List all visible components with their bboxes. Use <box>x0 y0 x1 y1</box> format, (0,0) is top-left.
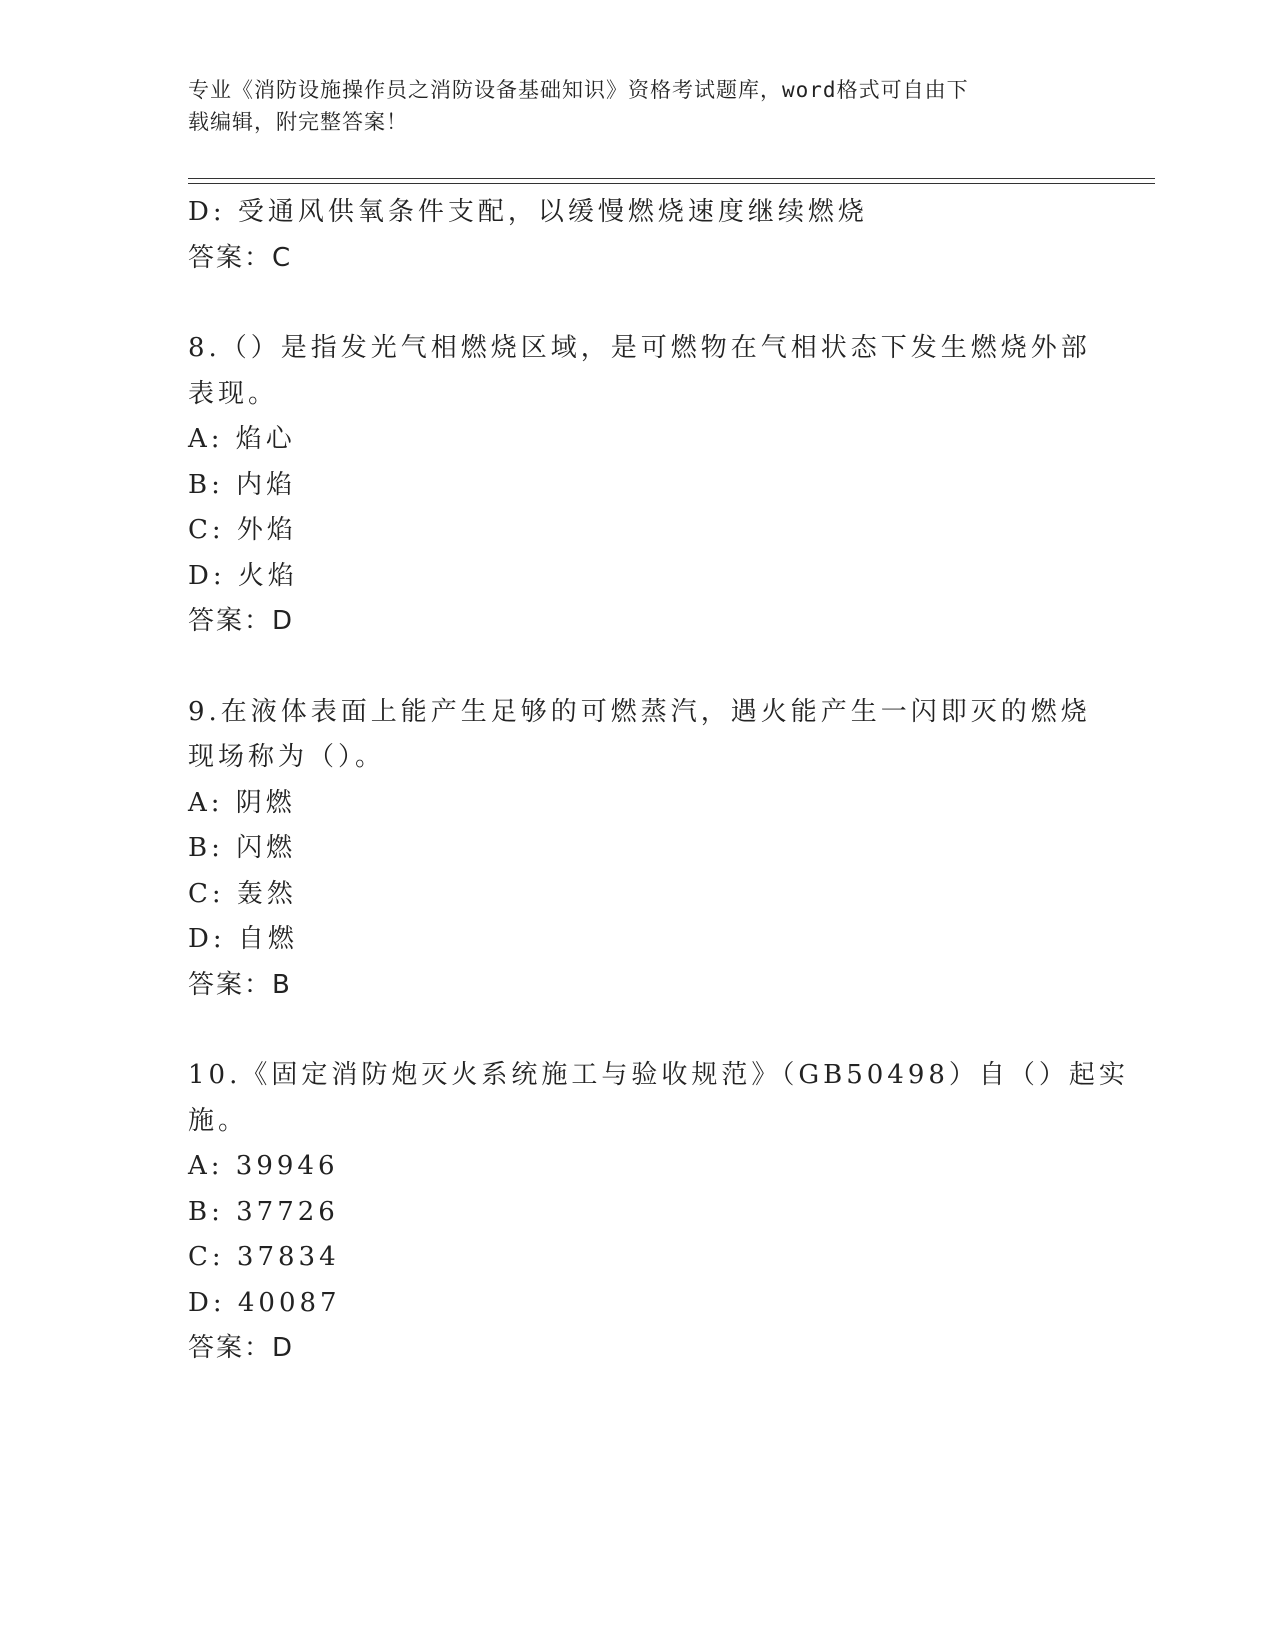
option-c: C: 轰然 <box>188 878 297 909</box>
question-stem-line-1: 8.（）是指发光气相燃烧区域，是可燃物在气相状态下发生燃烧外部 <box>188 333 1091 363</box>
option-b: B: 闪燃 <box>188 833 297 863</box>
question-stem-line-2: 施。 <box>188 1105 249 1136</box>
spacer <box>188 281 1088 326</box>
option-d: D: 受通风供氧条件支配，以缓慢燃烧速度继续燃烧 <box>188 197 868 227</box>
question-stem-line-2: 现场称为（）。 <box>188 742 386 772</box>
option-c: C: 37834 <box>188 1242 340 1272</box>
header-divider-bottom <box>188 183 1155 184</box>
header-divider-top <box>188 178 1155 179</box>
option-b: B: 内焰 <box>188 469 297 500</box>
answer-line: 答案：B <box>188 969 292 1000</box>
option-a: A: 焰心 <box>188 424 296 454</box>
option-a: A: 39946 <box>188 1151 339 1181</box>
spacer <box>188 645 1088 690</box>
option-d: D: 自燃 <box>188 924 298 954</box>
answer-line: 答案：D <box>188 1333 295 1363</box>
answer-line: 答案：C <box>188 242 293 273</box>
document-header <box>188 74 1068 138</box>
question-9 <box>188 690 1091 1009</box>
option-b: B: 37726 <box>188 1196 339 1227</box>
question-stem-line-2: 表现。 <box>188 378 279 409</box>
question-stem-line-1: 10.《固定消防炮灭火系统施工与验收规范》（GB50498）自（）起实 <box>188 1060 1129 1090</box>
option-a: A: 阴燃 <box>188 787 296 818</box>
question-8 <box>188 326 1091 645</box>
question-list <box>188 190 1129 1372</box>
option-d: D: 火焰 <box>188 560 298 591</box>
spacer <box>188 1008 1088 1053</box>
previous-question-tail <box>188 190 1088 281</box>
header-title-line-1: 专业《消防设施操作员之消防设备基础知识》资格考试题库，word格式可自由下 <box>188 78 969 102</box>
option-c: C: 外焰 <box>188 515 297 545</box>
header-title-line-2: 载编辑，附完整答案！ <box>188 110 408 134</box>
question-10 <box>188 1053 1129 1372</box>
question-stem-line-1: 9.在液体表面上能产生足够的可燃蒸汽，遇火能产生一闪即灭的燃烧 <box>188 696 1091 727</box>
answer-line: 答案：D <box>188 606 295 636</box>
option-d: D: 40087 <box>188 1287 341 1318</box>
